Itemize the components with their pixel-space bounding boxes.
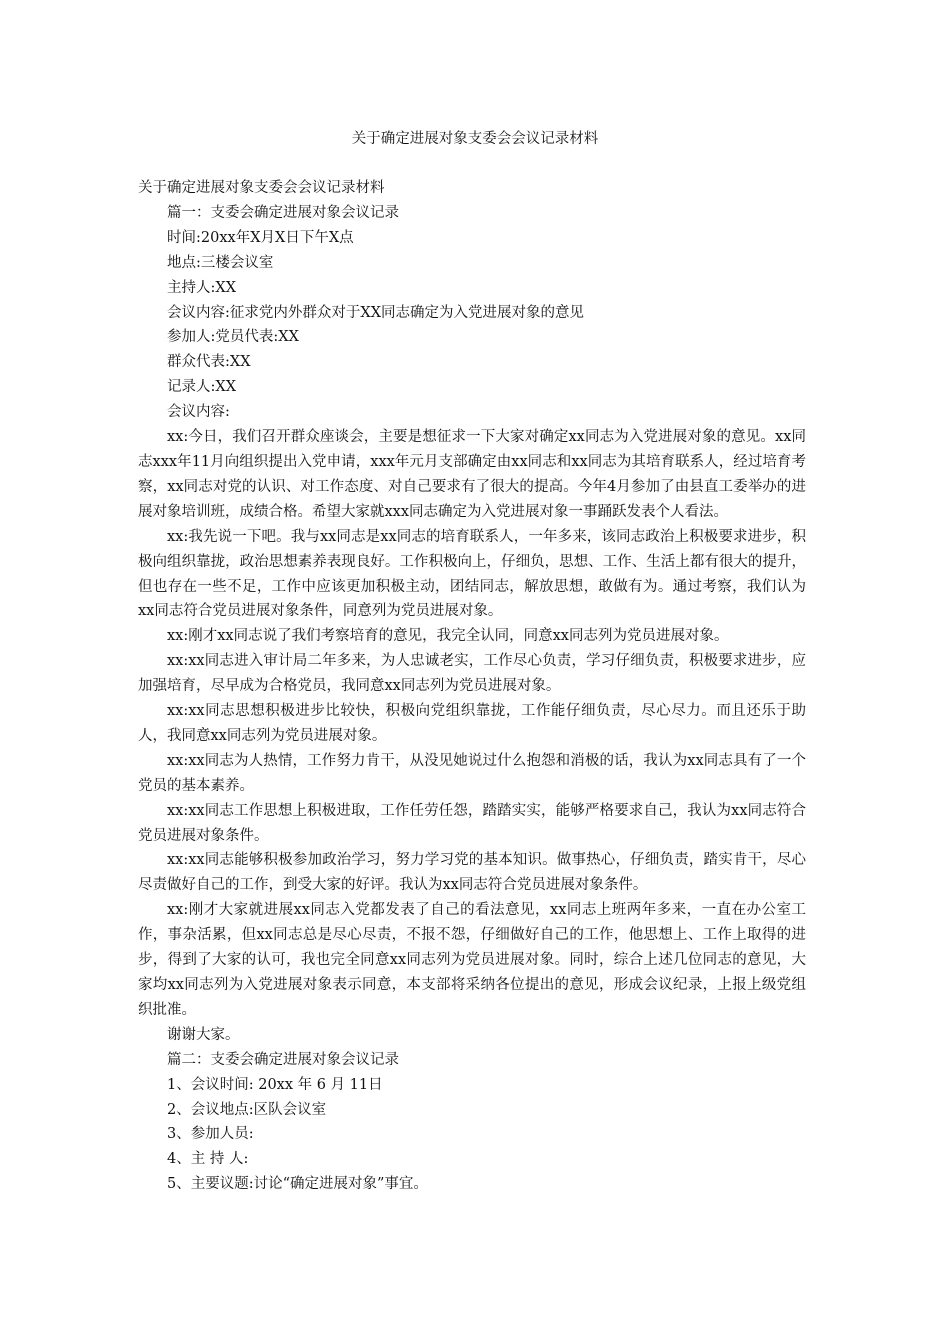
document-title: 关于确定进展对象支委会会议记录材料 [351,131,599,147]
body-heading: 关于确定进展对象支委会会议记录材料 [138,180,385,196]
speech-paragraph: xx:我先说一下吧。我与xx同志是xx同志的培育联系人，一年多来，该同志政治上积极要求进步，积极向组织靠拢，政治思想素养表现良好。工作积极向上，仔细负，思想、工作、生活上都有很大的提升，但也存在一些不足，工作中应该更加积极主动，团结同志，解放思想，敢做有为。通过考察，我们认为xx同志符合党员进展对象条件，同意列为党员进展对象。 [138,528,806,620]
meeting-content-label: 会议内容: [167,404,230,421]
speech-paragraph: xx:xx同志为人热情，工作努力肯干，从没见她说过什么抱怨和消极的话，我认为xx同志具有了一个党员的基本素养。 [138,752,806,794]
closing-thanks: 谢谢大家。 [167,1026,240,1043]
document-body [138,176,806,1197]
meeting-time: 时间:20xx年X月X日下午X点 [167,229,354,246]
speech-paragraph: xx:xx同志工作思想上积极进取，工作任劳任怨，踏踏实实，能够严格要求自己，我认为xx同志符合党员进展对象条件。 [138,802,806,844]
agenda-item: 5、主要议题:讨论“确定进展对象”事宜。 [167,1176,428,1193]
agenda-item: 1、会议时间: 20xx 年 6 月 11日 [167,1076,383,1093]
recorder: 记录人:XX [167,379,237,396]
speech-paragraph: xx:今日，我们召开群众座谈会，主要是想征求一下大家对确定xx同志为入党进展对象的意见。xx同志xxx年11月向组织提出入党申请，xxx年元月支部确定由xx同志和xx同志为其培育联系人，经过培育考察，xx同志对党的认识、对工作态度、对自己要求有了很大的提高。今年4月参加了由县直工委举办的进展对象培训班，成绩合格。希望大家就xxx同志确定为入党进展对象一事踊跃发表个人看法。 [138,429,806,520]
meeting-host: 主持人:XX [167,279,237,296]
speech-paragraph: xx:xx同志能够积极参加政治学习，努力学习党的基本知识。做事热心，仔细负责，踏实肯干，尽心尽责做好自己的工作，到受大家的好评。我认为xx同志符合党员进展对象条件。 [138,852,806,894]
meeting-topic: 会议内容:征求党内外群众对于XX同志确定为入党进展对象的意见 [167,304,585,321]
speech-paragraph: xx:xx同志进入审计局二年多来，为人忠诚老实，工作尽心负责，学习仔细负责，积极要求进步，应加强培育，尽早成为合格党员，我同意xx同志列为党员进展对象。 [138,653,806,695]
section-heading-1: 篇一：支委会确定进展对象会议记录 [167,204,399,221]
agenda-item: 3、参加人员: [167,1126,254,1143]
agenda-item: 4、主 持 人: [167,1151,249,1168]
speech-paragraph: xx:刚才xx同志说了我们考察培育的意见，我完全认同，同意xx同志列为党员进展对象。 [167,628,729,645]
attendees-party: 参加人:党员代表:XX [167,329,299,346]
agenda-item: 2、会议地点:区队会议室 [167,1101,327,1118]
meeting-location: 地点:三楼会议室 [167,254,274,271]
speech-paragraph: xx:xx同志思想积极进步比较快，积极向党组织靠拢，工作能仔细负责，尽心尽力。而且还乐于助人，我同意xx同志列为党员进展对象。 [138,703,806,744]
section-heading-2: 篇二：支委会确定进展对象会议记录 [167,1051,399,1068]
attendees-public: 群众代表:XX [167,354,251,371]
speech-paragraph: xx:刚才大家就进展xx同志入党都发表了自己的看法意见，xx同志上班两年多来，一直在办公室工作，事杂活累，但xx同志总是尽心尽责，不报不怨，仔细做好自己的工作，他思想上、工作上取得的进步，得到了大家的认可，我也完全同意xx同志列为党员进展对象。同时，综合上述几位同志的意见，大家均xx同志列为入党进展对象表示同意，本支部将采纳各位提出的意见，形成会议纪录，上报上级党组织批准。 [138,902,806,1018]
